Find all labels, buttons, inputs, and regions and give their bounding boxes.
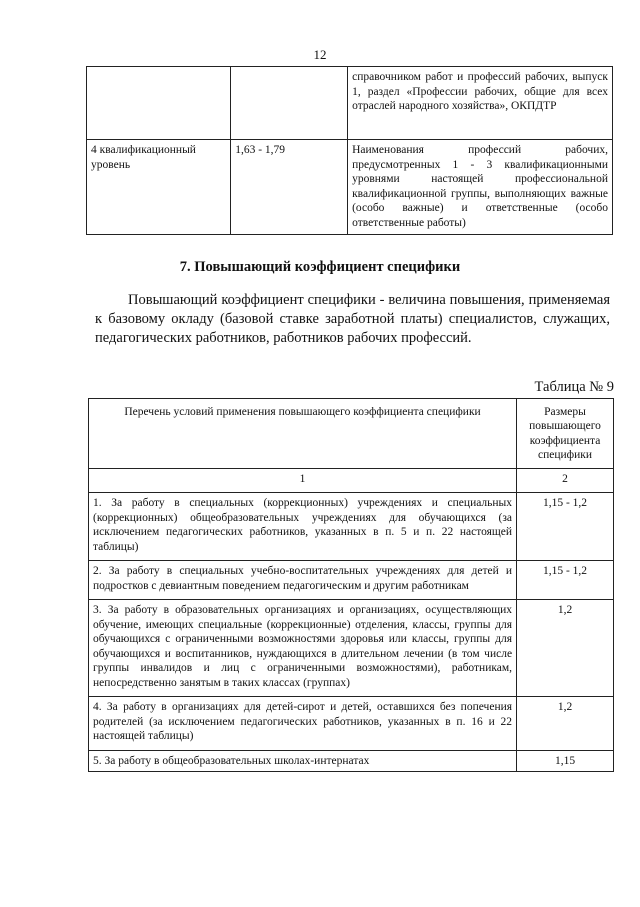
condition-text: 1. За работу в специальных (коррекционных) учреждениях и специальных (коррекционных) общеобразовательных учреждениях для обучающихся (за исключением педагогических работников, указанных в п. 5 и п. 22 настоящей таблицы) — [89, 493, 517, 561]
header-sizes: Размеры повышающего коэффициента специфики — [517, 399, 614, 469]
header-conditions: Перечень условий применения повышающего коэффициента специфики — [89, 399, 517, 469]
table-row — [87, 67, 613, 140]
column-numbers-row — [89, 469, 614, 493]
table-row — [87, 140, 613, 235]
coefficient-cell: 1,63 - 1,79 — [231, 140, 348, 235]
table-row — [89, 697, 614, 751]
coefficient-value: 1,2 — [517, 600, 614, 697]
previous-table-continuation — [86, 66, 613, 235]
coefficient-value: 1,15 - 1,2 — [517, 561, 614, 600]
table-row — [89, 600, 614, 697]
coefficient-cell — [231, 67, 348, 140]
criteria-cell: справочником работ и профессий рабочих, выпуск 1, раздел «Профессии рабочих, общие для всех отраслей народного хозяйства», ОКПДТР — [348, 67, 613, 140]
condition-text: 2. За работу в специальных учебно-воспитательных учреждениях для детей и подростков с девиантным поведением педагогическим и другим работникам — [89, 561, 517, 600]
table-row — [89, 750, 614, 772]
condition-text: 4. За работу в организациях для детей-сирот и детей, оставшихся без попечения родителей (за исключением педагогических работников, указанных в п. 16 и 22 настоящей таблицы) — [89, 697, 517, 751]
condition-text: 5. За работу в общеобразовательных школах-интернатах — [89, 750, 517, 772]
coefficient-table — [88, 398, 614, 772]
table-row — [89, 493, 614, 561]
coefficient-value: 1,15 - 1,2 — [517, 493, 614, 561]
table-header-row — [89, 399, 614, 469]
page-number: 12 — [313, 47, 327, 62]
coefficient-value: 1,2 — [517, 697, 614, 751]
table-label: Таблица № 9 — [534, 379, 614, 395]
section-paragraph: Повышающий коэффициент специфики - величина повышения, применяемая к базовому окладу (базовой ставке заработной платы) специалистов, служащих, педагогических работников, работников рабочих профессий. — [95, 292, 610, 346]
qualification-level-cell — [87, 67, 231, 140]
criteria-cell: Наименования профессий рабочих, предусмотренных 1 - 3 квалификационными уровнями настоящей профессиональной квалификационной группы, выполняющих важные (особо важные) и ответственные (особо ответственные работы) — [348, 140, 613, 235]
column-number-2: 2 — [517, 469, 614, 493]
condition-text: 3. За работу в образовательных организациях и организациях, осуществляющих обучение, имеющих специальные (коррекционные) отделения, классы, группы для обучающихся с ограниченными возможностями здоровья или классы, группы для обучающихся и воспитанников, нуждающихся в длительном лечении (в том числе группы инвалидов и лиц с ограниченными возможностями), работникам, непосредственно занятым в таких классах (группах) — [89, 600, 517, 697]
section-title: 7. Повышающий коэффициент специфики — [179, 259, 461, 275]
coefficient-value: 1,15 — [517, 750, 614, 772]
qualification-level-cell: 4 квалификационный уровень — [87, 140, 231, 235]
column-number-1: 1 — [89, 469, 517, 493]
table-row — [89, 561, 614, 600]
